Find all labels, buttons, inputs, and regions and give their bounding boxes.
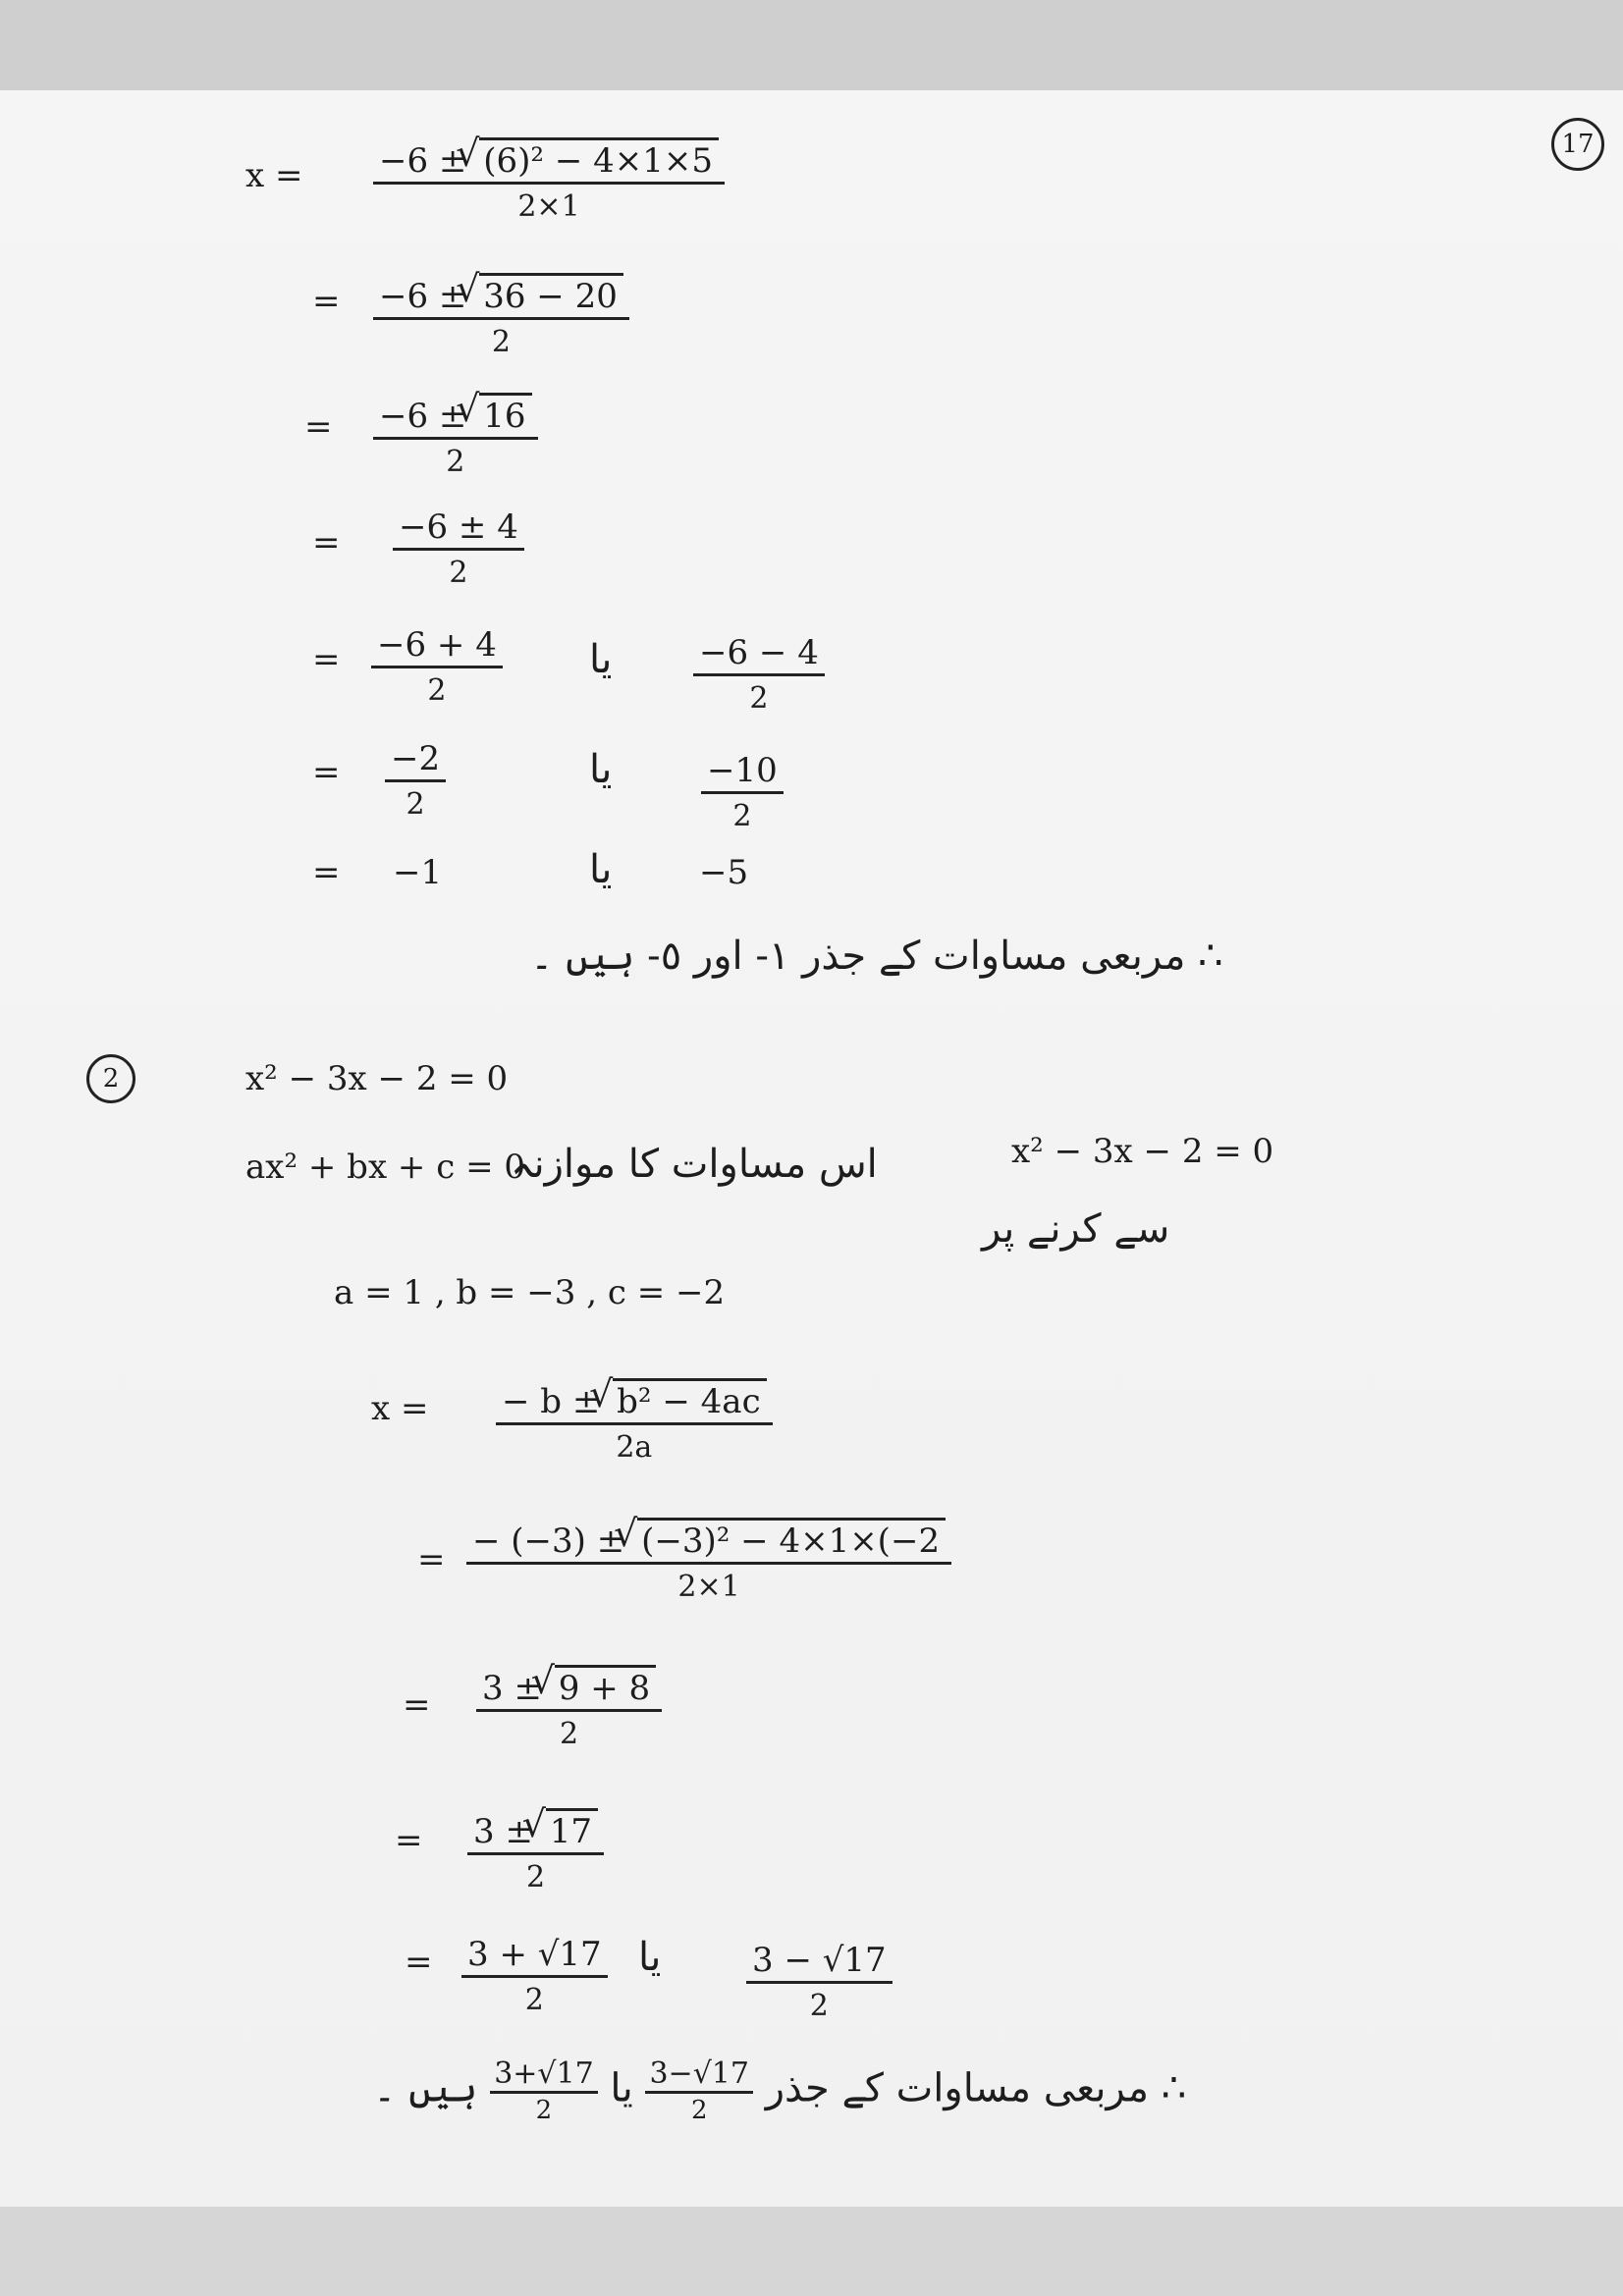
equals-3: = [304, 407, 333, 447]
ya-word-3: یا [589, 847, 613, 892]
question-number-2: 2 [86, 1054, 135, 1103]
equals-p2-1: = [417, 1540, 446, 1579]
equals-p2-2: = [403, 1685, 431, 1725]
equals-5: = [312, 640, 341, 679]
equals-6: = [312, 753, 341, 792]
bottom-background [0, 2207, 1623, 2296]
page-number: 17 [1551, 118, 1604, 171]
equals-2: = [312, 282, 341, 321]
compare-text-2: سے کرنے پر [982, 1206, 1170, 1252]
conclusion-part2: ∴ مربعی مساوات کے جذر $\frac{3-√17}{2}$ یا $\frac{3+√17}{2}$ ہیں ۔ [373, 2056, 1187, 2125]
equals-4: = [312, 523, 341, 562]
formula-fraction: − b ± √ b² − 4ac 2a [496, 1378, 773, 1463]
compare-text-1: اس مساوات کا موازنہ [511, 1142, 878, 1187]
simplify-fraction: 3 ± √ 9 + 8 2 [476, 1665, 662, 1749]
x-equals-2: x = [371, 1389, 429, 1428]
step3-fraction: −6 ± √ 16 2 [373, 393, 538, 477]
step6a-fraction: −2 2 [385, 742, 446, 820]
step4-fraction: −6 ± 4 2 [393, 510, 524, 588]
step1-radical: √ (6)² − 4×1×5 [479, 137, 719, 178]
x-equals-1: x = [245, 156, 303, 195]
step6b-fraction: −10 2 [701, 754, 784, 831]
ya-word-1: یا [589, 637, 613, 682]
ya-word-2: یا [589, 747, 613, 792]
step5a-fraction: −6 + 4 2 [371, 628, 503, 706]
ya-word-4: یا [638, 1935, 662, 1980]
sqrt17-fraction: 3 ± √ 17 2 [467, 1808, 604, 1893]
step2-fraction: −6 ± √ 36 − 20 2 [373, 273, 629, 357]
equals-p2-4: = [405, 1943, 433, 1982]
q2-equation: x² − 3x − 2 = 0 [245, 1059, 509, 1098]
root-minus-five: −5 [699, 853, 749, 892]
top-background [0, 0, 1623, 90]
root-minus-one: −1 [393, 853, 443, 892]
step5b-fraction: −6 − 4 2 [693, 636, 825, 714]
root-minus-fraction: 3 − √17 2 [746, 1944, 893, 2021]
compare-equation: x² − 3x − 2 = 0 [1011, 1132, 1274, 1171]
general-form: ax² + bx + c = 0 [245, 1148, 525, 1187]
root-plus-fraction: 3 + √17 2 [461, 1938, 608, 2015]
step1-fraction: −6 ± √ (6)² − 4×1×5 2×1 [373, 137, 725, 222]
conclusion-part1: ∴ مربعی مساوات کے جذر ١- اور ٥- ہیں ۔ [530, 934, 1223, 979]
equals-p2-3: = [395, 1821, 423, 1860]
equals-7: = [312, 853, 341, 892]
substitution-fraction: − (−3) ± √ (−3)² − 4×1×(−2 2×1 [466, 1518, 951, 1602]
coefficients: a = 1 , b = −3 , c = −2 [334, 1273, 726, 1312]
